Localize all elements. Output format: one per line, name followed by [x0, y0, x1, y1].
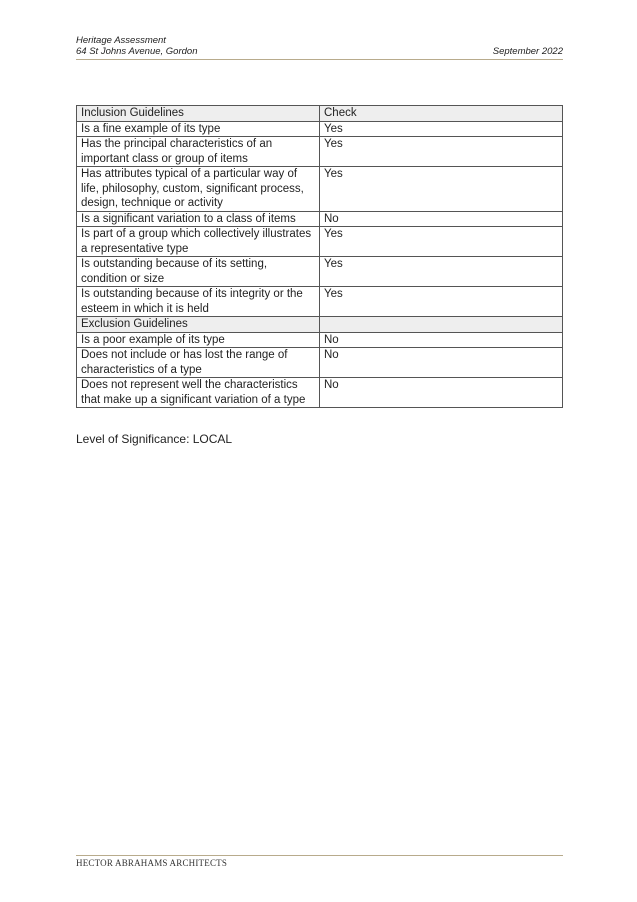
header-divider	[76, 59, 563, 60]
table-row	[77, 287, 563, 317]
criterion-cell: Exclusion Guidelines	[77, 317, 320, 333]
table-row	[77, 121, 563, 137]
table-row	[77, 332, 563, 348]
table-section-header	[77, 106, 563, 122]
criterion-cell: Is a significant variation to a class of items	[77, 211, 320, 227]
check-cell: Yes	[320, 257, 563, 287]
level-of-significance: Level of Significance: LOCAL	[76, 432, 233, 446]
check-cell: No	[320, 378, 563, 408]
document-title: Heritage Assessment	[76, 35, 166, 46]
table-row	[77, 227, 563, 257]
criterion-cell: Does not include or has lost the range of characteristics of a type	[77, 348, 320, 378]
criterion-cell: Is outstanding because of its setting, condition or size	[77, 257, 320, 287]
table-row	[77, 167, 563, 212]
table-row	[77, 348, 563, 378]
significance-criteria-table	[76, 105, 563, 408]
check-cell: Yes	[320, 287, 563, 317]
check-cell: No	[320, 348, 563, 378]
check-cell: Check	[320, 106, 563, 122]
table-row	[77, 257, 563, 287]
check-cell: Yes	[320, 227, 563, 257]
table-row	[77, 211, 563, 227]
criterion-cell: Inclusion Guidelines	[77, 106, 320, 122]
check-cell: No	[320, 332, 563, 348]
table-row	[77, 137, 563, 167]
property-address: 64 St Johns Avenue, Gordon	[76, 46, 198, 57]
document-date: September 2022	[492, 46, 563, 57]
criterion-cell: Has attributes typical of a particular way of life, philosophy, custom, significant process, design, technique or activity	[77, 167, 320, 212]
criterion-cell: Is a fine example of its type	[77, 121, 320, 137]
criterion-cell: Is outstanding because of its integrity or the esteem in which it is held	[77, 287, 320, 317]
header-left	[76, 35, 197, 57]
footer-divider	[76, 855, 563, 856]
check-cell: Yes	[320, 137, 563, 167]
check-cell	[320, 317, 563, 333]
check-cell: Yes	[320, 167, 563, 212]
page-header	[76, 35, 563, 59]
criterion-cell: Is part of a group which collectively illustrates a representative type	[77, 227, 320, 257]
check-cell: Yes	[320, 121, 563, 137]
criterion-cell: Is a poor example of its type	[77, 332, 320, 348]
check-cell: No	[320, 211, 563, 227]
table-section-header	[77, 317, 563, 333]
footer-firm-name: HECTOR ABRAHAMS ARCHITECTS	[76, 858, 228, 868]
criterion-cell: Has the principal characteristics of an important class or group of items	[77, 137, 320, 167]
table-row	[77, 378, 563, 408]
criterion-cell: Does not represent well the characteristics that make up a significant variation of a type	[77, 378, 320, 408]
